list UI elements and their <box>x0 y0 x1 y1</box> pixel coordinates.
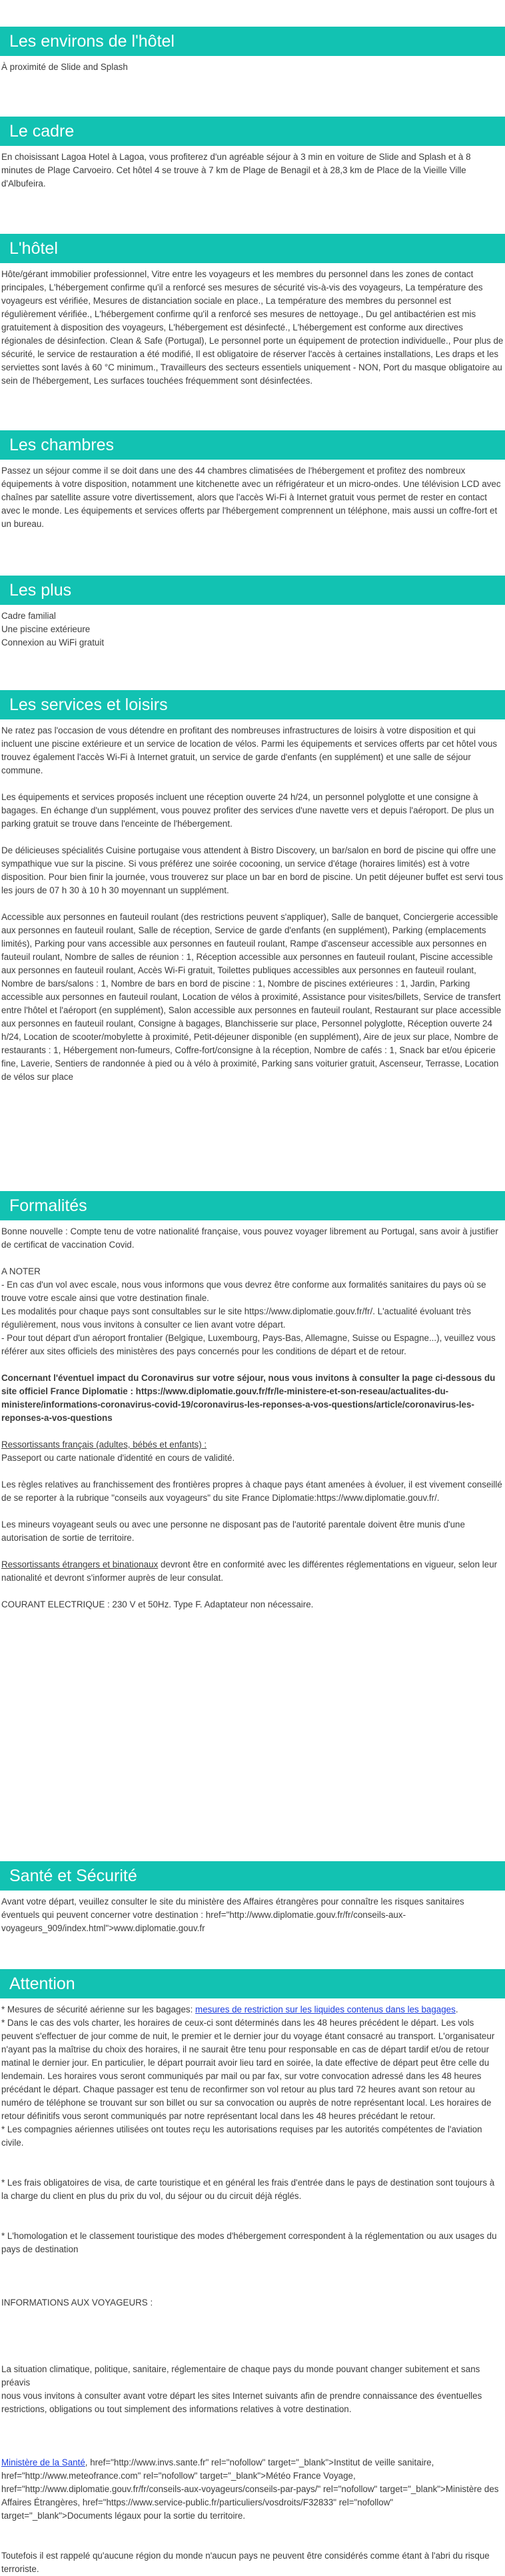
formalites-foreign-nationals-text: devront être en conformité avec les différentes réglementations en vigueur, selon leur nationalité et devront s'informer auprès de leur consulat. <box>1 1559 498 1583</box>
sante-text <box>0 1895 504 1935</box>
environs-paragraph: À proximité de Slide and Splash <box>1 62 128 72</box>
hotel-paragraph: Hôte/gérant immobilier professionnel, Vitre entre les voyageurs et les membres du personnel dans les zones de contact principales, L'hébergement confirme qu'il a renforcé ses mesures de sécurité vis-à-vis des voyageurs, La température des voyageurs est vérifiée, Mesures de distanciation sociale en place., La température des membres du personnel est régulièrement vérifiée., L'hébergement confirme qu'il a renforcé ses mesures de nettoyage., Du gel antibactérien est mis gratuitement à disposition des voyageurs, L'hébergement est désinfecté., L'hébergement est conforme aux directives régionales de désinfection. Clean & Safe (Portugal), Le personnel porte un équipement de protection individuelle., Pour plus de sécurité, le service de restauration a été modifié, Il est obligatoire de réserver l'accès à certaines installations, Les draps et les serviettes sont lavés à 60 °C minimum., Travailleurs des secteurs essentiels uniquement - NON, Port du masque obligatoire au sein de l'hébergement, Les surfaces touchées fréquemment sont désinfectées. <box>1 269 504 386</box>
section-heading-formalites: Formalités <box>0 1191 505 1220</box>
attention-travellers-info-title: INFORMATIONS AUX VOYAGEURS : <box>1 2298 153 2308</box>
attention-airlines: * Les compagnies aériennes utilisées ont toutes reçu les autorisations requises par les autorités compétentes de l'aviation civile. <box>1 2124 482 2148</box>
section-heading-plus: Les plus <box>0 576 505 605</box>
sante-paragraph: Avant votre départ, veuillez consulter le site du ministère des Affaires étrangères pour connaître les risques sanitaires éventuels qui peuvent concerner votre destination : href="http://www.diplomatie.gouv.fr/fr/conseils-aux-voyageurs_909/index.html">www.diplomatie.gouv.fr <box>1 1897 464 1933</box>
formalites-paragraph-borders: Les règles relatives au franchissement des frontières propres à chaque pays étant amenées à évoluer, il est vivement conseillé de se reporter à la rubrique "conseils aux voyageurs" du site France Diplomatie:https://www.diplomatie.gouv.fr/. <box>1 1480 502 1503</box>
formalites-paragraph-1: Bonne nouvelle : Compte tenu de votre nationalité française, vous pouvez voyager librement au Portugal, sans avoir à justifier de certificat de vaccination Covid. <box>1 1226 498 1250</box>
section-heading-attention: Attention <box>0 1969 505 1998</box>
formalites-french-nationals-heading: Ressortissants français (adultes, bébés et enfants) : <box>1 1440 207 1450</box>
attention-terrorism: Toutefois il est rappelé qu'aucune région du monde n'aucun pays ne peuvent être considérés comme étant à l'abri du risque terroriste. <box>1 2551 490 2574</box>
liquids-restriction-link[interactable]: mesures de restriction sur les liquides contenus dans les bagages <box>195 2004 456 2014</box>
section-heading-services: Les services et loisirs <box>0 690 505 719</box>
plus-item: Cadre familial <box>1 611 56 621</box>
plus-item: Connexion au WiFi gratuit <box>1 638 105 647</box>
attention-text <box>0 2003 504 2576</box>
plus-item: Une piscine extérieure <box>1 624 91 634</box>
services-text <box>0 724 504 1084</box>
chambres-paragraph: Passez un séjour comme il se doit dans une des 44 chambres climatisées de l'hébergement et profitez des nombreux équipements à votre disposition, notamment une kitchenette avec un réfrigérateur et un micro-ondes. Une télévision LCD avec chaînes par satellite assure votre divertissement, alors que l'accès Wi-Fi à Internet gratuit vous permet de rester en contact avec le monde. Les équipements et services offerts par l'hébergement comprennent un téléphone, mais aussi un coffre-fort et un bureau. <box>1 466 501 529</box>
formalites-foreign-nationals-heading: Ressortissants étrangers et binationaux <box>1 1559 159 1569</box>
formalites-coronavirus-notice <box>1 1372 504 1425</box>
cadre-text <box>0 151 504 191</box>
section-heading-hotel: L'hôtel <box>0 234 505 263</box>
formalites-note-line: Les modalités pour chaque pays sont consultables sur le site https://www.diplomatie.gouv.fr/fr/. L'actualité évoluant très régulièrement, nous vous invitons à consulter ce lien avant votre départ. <box>1 1306 471 1330</box>
formalites-coronavirus-text: Concernant l'éventuel impact du Coronavirus sur votre séjour, nous vous invitons à consulter la page ci-dessous du site officiel France Diplomatie : https://www.diplomatie.gouv.fr/fr/le-ministere-et-son-reseau/actualites-du-ministere/informations-coronavirus-covid-19/coronavirus-les-reponses-a-vos-questions/article/coronavirus-les-reponses-a-vos-questions <box>1 1373 496 1423</box>
attention-baggage-end: . <box>455 2004 458 2014</box>
chambres-text <box>0 464 504 531</box>
attention-links-text: , href="http://www.invs.sante.fr" rel="nofollow" target="_blank">Institut de veille sanitaire, href="http://www.meteofrance.com" rel="nofollow" target="_blank">Météo France Voyage, href="http://www.diplomatie.gouv.fr/fr/conseils-aux-voyageurs/conseils-par-pays/" rel="nofollow" target="_blank">Ministère des Affaires Étrangères, href="https://www.service-public.fr/particuliers/vosdroits/F32833" rel="nofollow" target="_blank">Documents légaux pour la sortie du territoire. <box>1 2457 499 2521</box>
attention-classification: * L'homologation et le classement touristique des modes d'hébergement correspondent à la réglementation ou aux usages du pays de destination <box>1 2231 497 2254</box>
formalites-foreign-nationals <box>1 1558 504 1585</box>
section-heading-sante: Santé et Sécurité <box>0 1861 505 1891</box>
services-paragraph-2: Les équipements et services proposés incluent une réception ouverte 24 h/24, un personnel polyglotte et une consigne à bagages. En échange d'un supplément, vous pouvez profiter des services d'une navette vers et depuis l'aéroport. De plus un parking gratuit se trouve dans l'enceinte de l'hébergement. <box>1 792 494 829</box>
formalites-note-line: - Pour tout départ d'un aéroport frontalier (Belgique, Luxembourg, Pays-Bas, Allemagne, Suisse ou Espagne...), veuillez vous référer aux sites officiels des ministères des pays concernés pour les conditions de départ et de retour. <box>1 1333 496 1356</box>
services-paragraph-3: De délicieuses spécialités Cuisine portugaise vous attendent à Bistro Discovery, un bar/salon en bord de piscine qui offre une sympathique vue sur la piscine. Si vous préférez une soirée cocooning, un service d'étage (horaires limités) est à votre disposition. Pour bien finir la journée, vous trouverez sur place un bar en bord de piscine. Un petit déjeuner buffet est servi tous les jours de 07 h 30 à 10 h 30 moyennant un supplément. <box>1 845 504 895</box>
formalites-text <box>0 1225 504 1611</box>
environs-text <box>0 61 504 74</box>
ministere-sante-link[interactable]: Ministère de la Santé <box>1 2457 85 2467</box>
formalites-note-line: - En cas d'un vol avec escale, nous vous informons que vous devrez être conforme aux formalités sanitaires du pays où se trouve votre escale ainsi que votre destination finale. <box>1 1280 486 1303</box>
attention-links <box>1 2456 504 2523</box>
attention-situation-line: La situation climatique, politique, sanitaire, réglementaire de chaque pays du monde pouvant changer subitement et sans préavis <box>1 2364 480 2387</box>
formalites-paragraph-minors: Les mineurs voyageant seuls ou avec une personne ne disposant pas de l'autorité parentale doivent être munis d'une autorisation de sortie de territoire. <box>1 1519 465 1543</box>
attention-baggage-security <box>1 2003 504 2016</box>
formalites-french-nationals <box>1 1438 504 1452</box>
cadre-paragraph: En choisissant Lagoa Hotel à Lagoa, vous profiterez d'un agréable séjour à 3 min en voiture de Slide and Splash et à 8 minutes de Plage Carvoeiro. Cet hôtel 4 se trouve à 7 km de Plage de Benagil et à 28,3 km de Place de la Vieille Ville d'Albufeira. <box>1 152 471 189</box>
attention-fees: * Les frais obligatoires de visa, de carte touristique et en général les frais d'entrée dans le pays de destination sont toujours à la charge du client en plus du prix du vol, du séjour ou du circuit déjà réglés. <box>1 2178 495 2201</box>
section-heading-environs: Les environs de l'hôtel <box>0 27 505 56</box>
plus-list <box>0 610 504 649</box>
formalites-note-title: A NOTER <box>1 1266 41 1276</box>
section-heading-chambres: Les chambres <box>0 430 505 460</box>
section-heading-cadre: Le cadre <box>0 117 505 146</box>
formalites-french-nationals-docs: Passeport ou carte nationale d'identité en cours de validité. <box>1 1453 235 1463</box>
hotel-text <box>0 268 504 388</box>
formalites-electricity: COURANT ELECTRIQUE : 230 V et 50Hz. Type F. Adaptateur non nécessaire. <box>1 1599 314 1609</box>
attention-baggage-label: * Mesures de sécurité aérienne sur les bagages: <box>1 2004 196 2014</box>
services-paragraph-4: Accessible aux personnes en fauteuil roulant (des restrictions peuvent s'appliquer), Salle de banquet, Conciergerie accessible aux personnes en fauteuil roulant, Salle de réception, Service de garde d'enfants (en supplément), Parking (emplacements limités), Parking pour vans accessible aux personnes en fauteuil roulant, Rampe d'ascenseur accessible aux personnes en fauteuil roulant, Nombre de salles de réunion : 1, Réception accessible aux personnes en fauteuil roulant, Piscine accessible aux personnes en fauteuil roulant, Accès Wi-Fi gratuit, Toilettes publiques accessibles aux personnes en fauteuil roulant, Nombre de bars/salons : 1, Nombre de bars en bord de piscine : 1, Nombre de piscines extérieures : 1, Jardin, Parking accessible aux personnes en fauteuil roulant, Location de vélos à proximité, Assistance pour visites/billets, Service de transfert entre l'hôtel et l'aéroport (en supplément), Salon accessible aux personnes en fauteuil roulant, Restaurant sur place accessible aux personnes en fauteuil roulant, Consigne à bagages, Blanchisserie sur place, Personnel polyglotte, Réception ouverte 24 h/24, Location de scooter/mobylette à proximité, Petit-déjeuner disponible (en supplément), Aire de jeux sur place, Nombre de restaurants : 1, Hébergement non-fumeurs, Coffre-fort/consigne à la réception, Nombre de cafés : 1, Snack bar et/ou épicerie fine, Laverie, Sentiers de randonnée à pied ou à vélo à proximité, Parking sans voiturier gratuit, Ascenseur, Terrasse, Location de vélos sur place <box>1 912 502 1082</box>
attention-situation-line: nous vous invitons à consulter avant votre départ les sites Internet suivants afin de prendre connaissance des éventuelles restrictions, obligations ou tout simplement des informations relatives à votre destination. <box>1 2391 482 2414</box>
attention-charter-flights: * Dans le cas des vols charter, les horaires de ceux-ci sont déterminés dans les 48 heures précédent le départ. Les vols peuvent s'effectuer de jour comme de nuit, le premier et le dernier jour du voyage étant consacré au transport. L'organisateur n'ayant pas la maîtrise du choix des horaires, il ne saurait être tenu pour responsable en cas de départ tardif et/ou de retour matinal le dernier jour. En particulier, le départ pourrait avoir lieu tard en soirée, la date effective de départ peut être celle du lendemain. Les horaires vous seront communiqués par mail ou par fax, sur votre convocation adressé dans les 48 heures précédant le départ. Chaque passager est tenu de reconfirmer son vol retour au plus tard 72 heures avant son retour au numéro de téléphone se trouvant sur son billet ou sur sa convocation ou auprès de notre représentant local. Les horaires de retour définitifs vous seront communiqués par notre représentant local dans les 48 heures précédant le retour. <box>1 2018 495 2121</box>
services-paragraph-1: Ne ratez pas l'occasion de vous détendre en profitant des nombreuses infrastructures de loisirs à votre disposition et qui incluent une piscine extérieure et un service de location de vélos. Parmi les équipements et services offerts par cet hôtel vous trouvez également l'accès Wi-Fi à Internet gratuit, un service de garde d'enfants (en supplément) et une salle de séjour commune. <box>1 725 498 775</box>
